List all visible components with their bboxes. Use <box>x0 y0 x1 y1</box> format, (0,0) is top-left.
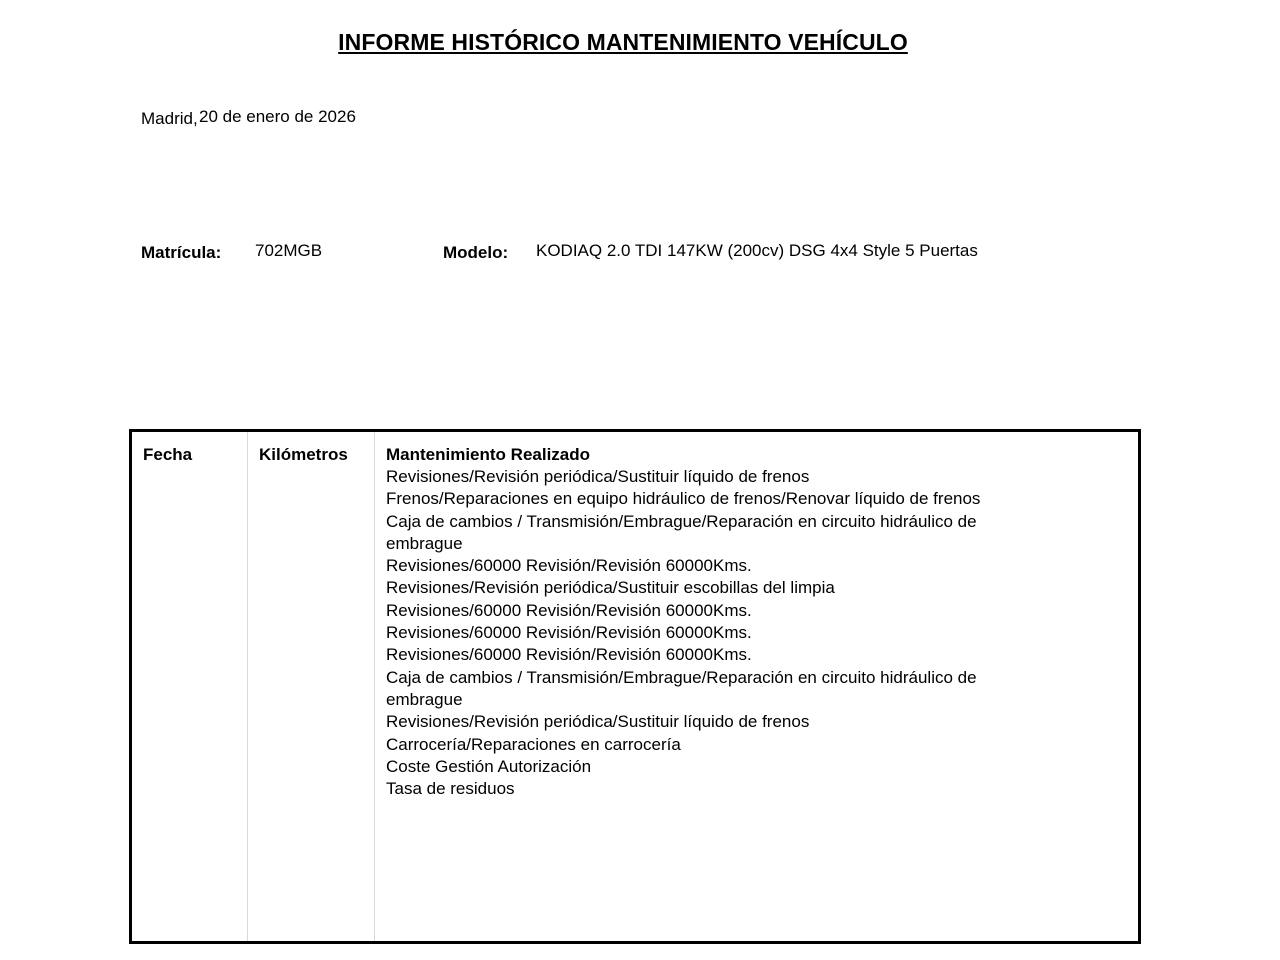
report-place: Madrid, <box>141 109 198 128</box>
maintenance-item: Revisiones/Revisión periódica/Sustituir líquido de frenos <box>386 467 810 486</box>
maintenance-item: Coste Gestión Autorización <box>386 756 592 776</box>
maintenance-column <box>375 432 1138 941</box>
maintenance-item: Frenos/Reparaciones en equipo hidráulico de frenos/Renovar líquido de frenos <box>386 489 981 509</box>
maintenance-history-table <box>129 429 1141 944</box>
km-column <box>248 432 375 941</box>
plate-value: 702MGB <box>255 241 323 260</box>
maintenance-item: Revisiones/60000 Revisión/Revisión 60000Kms. <box>386 623 752 643</box>
maintenance-item: Revisiones/60000 Revisión/Revisión 60000Kms. <box>386 556 752 576</box>
report-title: INFORME HISTÓRICO MANTENIMIENTO VEHÍCULO <box>338 29 908 55</box>
plate-label: Matrícula: <box>141 243 222 262</box>
model-value: KODIAQ 2.0 TDI 147KW (200cv) DSG 4x4 Style 5 Puertas <box>536 241 978 260</box>
maintenance-item: Revisiones/60000 Revisión/Revisión 60000Kms. <box>386 600 752 620</box>
km-column-header: Kilómetros <box>259 445 348 464</box>
maintenance-item: Caja de cambios / Transmisión/Embrague/Reparación en circuito hidráulico de embrague <box>386 511 977 553</box>
maintenance-item: Revisiones/Revisión periódica/Sustituir escobillas del limpia <box>386 578 835 598</box>
date-column <box>132 432 248 941</box>
maintenance-list <box>386 466 1006 800</box>
maintenance-item: Caja de cambios / Transmisión/Embrague/Reparación en circuito hidráulico de embrague <box>386 667 977 709</box>
date-column-header: Fecha <box>143 445 193 464</box>
maintenance-column-header: Mantenimiento Realizado <box>386 445 591 464</box>
maintenance-item: Tasa de residuos <box>386 779 515 799</box>
maintenance-item: Revisiones/60000 Revisión/Revisión 60000Kms. <box>386 645 752 665</box>
report-date: 20 de enero de 2026 <box>199 107 356 126</box>
maintenance-item: Revisiones/Revisión periódica/Sustituir líquido de frenos <box>386 712 810 732</box>
model-label: Modelo: <box>443 243 509 262</box>
maintenance-item: Carrocería/Reparaciones en carrocería <box>386 734 681 754</box>
